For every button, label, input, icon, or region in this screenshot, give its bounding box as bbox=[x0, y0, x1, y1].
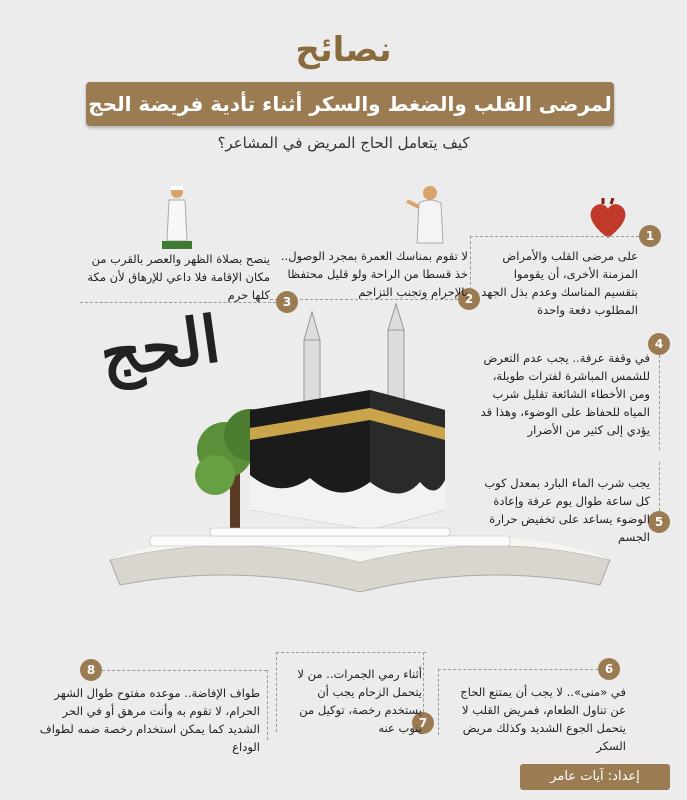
praying-man-icon bbox=[160, 183, 194, 253]
hajj-calligraphy: الحج bbox=[95, 302, 225, 393]
tip-7-badge: 7 bbox=[412, 712, 434, 734]
tip-3-badge: 3 bbox=[276, 291, 298, 313]
tip-7-text: أثناء رمي الجمرات.. من لا يتحمل الزحام يجب أن يستخدم رخصة، توكيل من ينوب عنه bbox=[297, 667, 422, 735]
tip-8-connector bbox=[102, 670, 267, 671]
tip-7-connector bbox=[276, 652, 426, 653]
tip-7-connector-v bbox=[423, 652, 424, 712]
kaaba-icon bbox=[250, 390, 445, 530]
tip-7-connector-left bbox=[276, 652, 277, 732]
tip-6-text: في «منى».. لا يجب أن يمتنع الحاج عن تناول الطعام، فمريض القلب لا يتحمل الجوع الشديد وكذلك مريض السكر bbox=[460, 685, 626, 753]
tip-2-text: لا تقوم بمناسك العمرة بمجرد الوصول.. خذ قسطا من الراحة ولو قليل محتفظا بالإحرام وتجنب التزاحم bbox=[280, 249, 468, 299]
tip-6-badge: 6 bbox=[598, 658, 620, 680]
title-banner bbox=[86, 82, 614, 126]
tip-6-connector bbox=[438, 669, 598, 670]
tip-2-badge: 2 bbox=[458, 288, 480, 310]
banner-text: لمرضى القلب والضغط والسكر أثناء تأدية فريضة الحج bbox=[88, 92, 612, 116]
tip-8-connector-v bbox=[267, 670, 268, 740]
pilgrim-icon bbox=[405, 183, 455, 245]
tip-3-text: ينصح بصلاة الظهر والعصر بالقرب من مكان الإقامة فلا داعي للإرهاق لأن مكة كلها حرم bbox=[87, 252, 270, 302]
tip-1-text: على مرضى القلب والأمراض المزمنة الأخرى، أن يقوموا بتقسيم المناسك وعدم بذل الجهد المطلوب دفعة واحدة bbox=[481, 249, 638, 317]
tip-5-text: يجب شرب الماء البارد بمعدل كوب كل ساعة طوال يوم عرفة وإعادة الوضوء يساعد على تخفيض حرارة الجسم bbox=[484, 476, 650, 544]
tip-5-badge: 5 bbox=[648, 511, 670, 533]
page-title: نصائح bbox=[295, 30, 392, 70]
tip-6-connector-v bbox=[438, 669, 439, 735]
tip-4-badge: 4 bbox=[648, 333, 670, 355]
tip-1-connector bbox=[470, 236, 639, 237]
tip-8-text: طواف الإفاضة.. موعده مفتوح طوال الشهر الحرام، لا تقوم به وأنت مرهق أو في الحر الشديد كما يمكن استخدام رخصة ضمه لطواف الوداع bbox=[39, 686, 260, 754]
tip-8-badge: 8 bbox=[80, 659, 102, 681]
tip-1-badge: 1 bbox=[639, 225, 661, 247]
pilgrims-crowd bbox=[150, 528, 510, 546]
tip-5-connector bbox=[659, 462, 660, 511]
credit-bar bbox=[520, 764, 670, 790]
tip-4-connector bbox=[659, 355, 660, 450]
credit-text: إعداد: آيات عامر bbox=[550, 769, 640, 784]
tip-4-text: في وقفة عرفة.. يجب عدم التعرض للشمس المباشرة لفترات طويلة، ومن الأخطاء الشائعة تقليل شرب المياه للحفاظ على الوضوء، وهذا قد يؤدي إلى كثير من الأضرار bbox=[480, 351, 650, 437]
subtitle: كيف يتعامل الحاج المريض في المشاعر؟ bbox=[217, 134, 470, 152]
